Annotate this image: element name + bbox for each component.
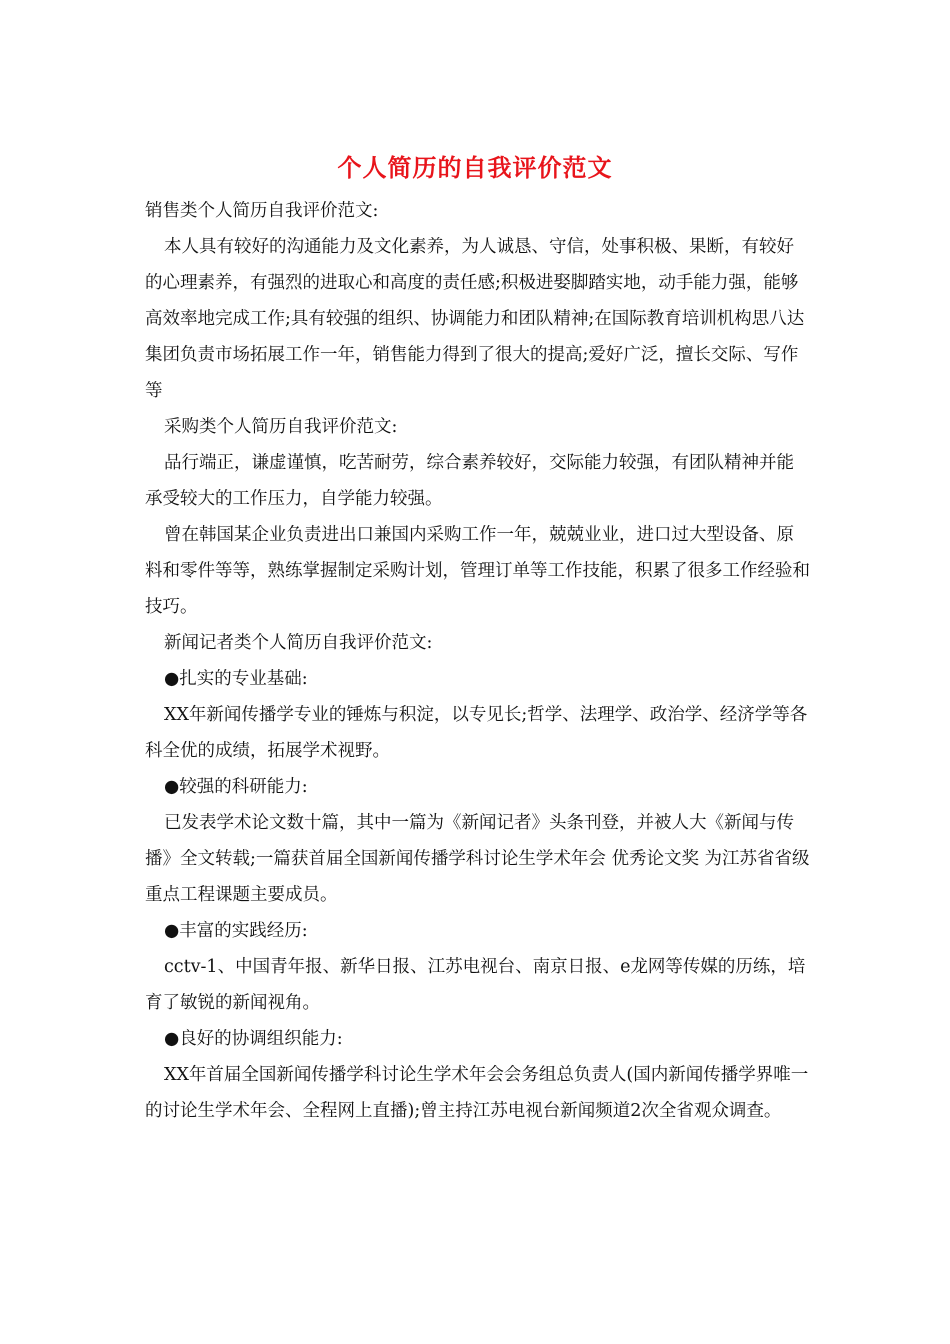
paragraph-research: 已发表学术论文数十篇，其中一篇为《新闻记者》头条刊登，并被人大《新闻与传播》全文转载;一篇获首届全国新闻传播学科讨论生学术年会 优秀论文奖 为江苏省省级重点工程课题主要成员。: [145, 813, 810, 905]
section-heading-purchasing: 采购类个人简历自我评价范文:: [164, 417, 398, 437]
bullet-heading-practice: ●丰富的实践经历:: [164, 921, 308, 941]
paragraph-foundation: XX年新闻传播学专业的锤炼与积淀，以专见长;哲学、法理学、政治学、经济学等各科全优的成绩，拓展学术视野。: [145, 705, 808, 761]
paragraph-practice: cctv-1、中国青年报、新华日报、江苏电视台、南京日报、e龙网等传媒的历练，培育了敏锐的新闻视角。: [145, 957, 806, 1013]
paragraph-purchasing-body-1: 品行端正，谦虚谨慎，吃苦耐劳，综合素养较好，交际能力较强，有团队精神并能承受较大的工作压力，自学能力较强。: [145, 453, 794, 509]
page-title: 个人简历的自我评价范文: [337, 153, 613, 182]
bullet-heading-research: ●较强的科研能力:: [164, 777, 308, 797]
bullet-heading-coordination: ●良好的协调组织能力:: [164, 1029, 343, 1049]
paragraph-sales-body: 本人具有较好的沟通能力及文化素养，为人诚恳、守信，处事积极、果断，有较好的心理素养，有强烈的进取心和高度的责任感;积极进娶脚踏实地，动手能力强，能够高效率地完成工作;具有较强的组织、协调能力和团队精神;在国际教育培训机构思八达集团负责市场拓展工作一年，销售能力得到了很大的提高;爱好广泛，擅长交际、写作等: [145, 237, 805, 401]
paragraph-coordination: XX年首届全国新闻传播学科讨论生学术年会会务组总负责人(国内新闻传播学界唯一的讨论生学术年会、全程网上直播);曾主持江苏电视台新闻频道2次全省观众调查。: [145, 1065, 809, 1121]
section-heading-sales: 销售类个人简历自我评价范文:: [145, 201, 379, 221]
section-heading-journalist: 新闻记者类个人简历自我评价范文:: [164, 633, 433, 653]
bullet-heading-foundation: ●扎实的专业基础:: [164, 669, 308, 689]
paragraph-purchasing-body-2: 曾在韩国某企业负责进出口兼国内采购工作一年，兢兢业业，进口过大型设备、原料和零件等等，熟练掌握制定采购计划，管理订单等工作技能，积累了很多工作经验和技巧。: [145, 525, 810, 617]
document-body: [145, 193, 810, 1129]
